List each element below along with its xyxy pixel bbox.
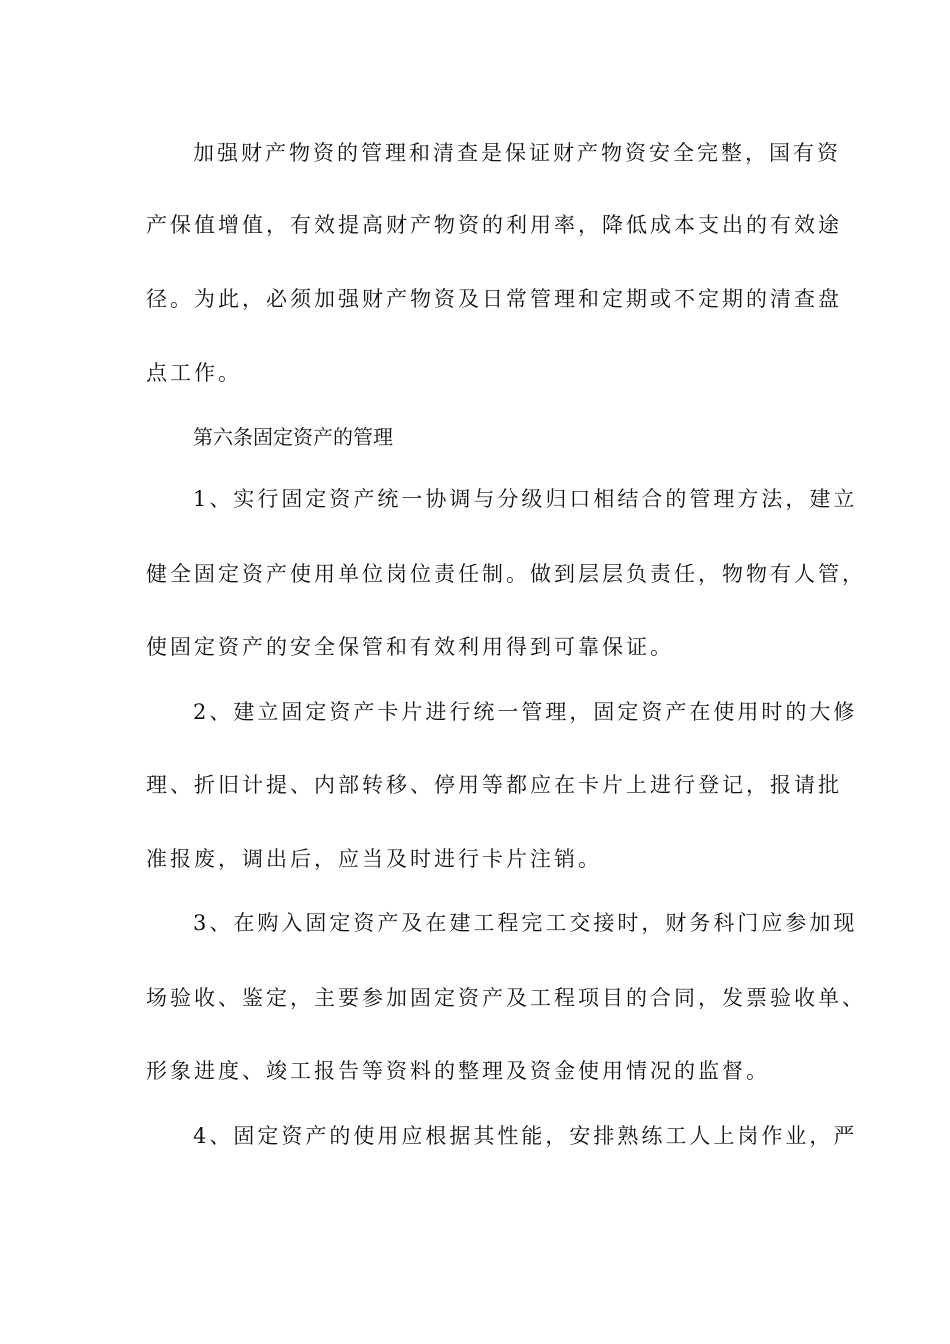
paragraph-line: 加强财产物资的管理和清查是保证财产物资安全完整，国有资 [193,141,841,165]
list-item-line: 场验收、鉴定，主要参加固定资产及工程项目的合同，发票验收单、 [146,986,866,1010]
list-item-line: 4、固定资产的使用应根据其性能，安排熟练工人上岗作业，严 [193,1124,858,1148]
list-item-line: 形象进度、竣工报告等资料的整理及资金使用情况的监督。 [146,1059,770,1083]
list-item-line: 3、在购入固定资产及在建工程完工交接时，财务科门应参加现 [193,911,858,935]
paragraph-line: 点工作。 [146,361,242,385]
list-item-line: 理、折旧计提、内部转移、停用等都应在卡片上进行登记，报请批 [146,773,842,797]
list-item-line: 使固定资产的安全保管和有效利用得到可靠保证。 [146,635,674,659]
section-heading: 第六条固定资产的管理 [193,425,393,449]
paragraph-line: 产保值增值，有效提高财产物资的利用率，降低成本支出的有效途 [146,213,842,237]
list-item-line: 准报废，调出后，应当及时进行卡片注销。 [146,847,602,871]
list-item-line: 1、实行固定资产统一协调与分级归口相结合的管理方法，建立 [193,487,858,511]
list-item-line: 2、建立固定资产卡片进行统一管理，固定资产在使用时的大修 [193,700,858,724]
paragraph-line: 径。为此，必须加强财产物资及日常管理和定期或不定期的清查盘 [146,287,842,311]
list-item-line: 健全固定资产使用单位岗位责任制。做到层层负责任，物物有人管， [146,562,866,586]
